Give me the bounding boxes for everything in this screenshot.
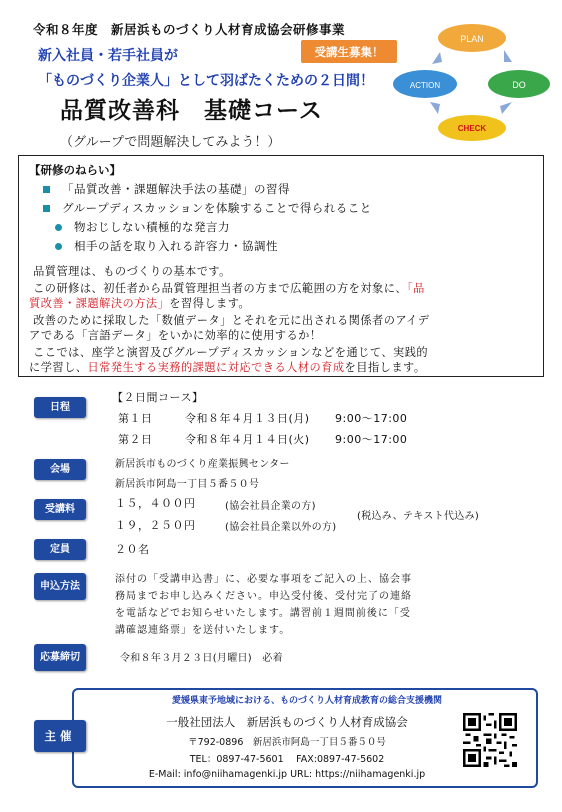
deadline-label [34, 644, 86, 671]
fee-nonmember-note: (協会社員企業以外の方) [225, 522, 337, 533]
fee-member-note: (協会社員企業の方) [225, 501, 316, 512]
pdca-arrow-icon [430, 102, 440, 114]
pdca-arrow-icon [504, 50, 512, 62]
aim-subitem-text: 相手の話を取り入れる許容力・協調性 [74, 239, 278, 253]
pdca-action-label: ACTION [409, 81, 441, 90]
aims-paragraph-text: を目指します。 [344, 361, 426, 374]
apply-label-line: 方法 [60, 581, 80, 592]
aims-highlight-text: 「品 [407, 282, 425, 295]
pdca-arrow-icon [432, 52, 442, 64]
deadline-value: 令和８年３月２３日(月曜日) 必着 [120, 653, 283, 664]
aims-paragraph-text: この研修は、初任者から品質管理担当者の方まで広範囲の方を対象に、 [33, 282, 408, 295]
apply-line: 講確認連絡票」を送付いたします。 [115, 625, 291, 636]
aim-item-text: 「品質改善・課題解決手法の基礎」の習得 [62, 182, 290, 196]
pdca-check-label: CHECK [457, 124, 487, 133]
aims-paragraph [29, 313, 533, 343]
aims-paragraph-text: に学習し、 [29, 361, 88, 374]
pdca-plan-label: PLAN [460, 34, 484, 44]
host-support: 愛媛県東予地域における、ものづくり人材育成教育の総合支援機関 [171, 696, 442, 706]
fee-member: １５，４００円 [115, 497, 196, 510]
page-subtitle: （グループで問題解決してみよう！） [60, 135, 281, 150]
aims-paragraph [29, 264, 533, 279]
aims-paragraph [29, 345, 533, 375]
aims-highlight-text: 質改善・課題解決の方法」 [29, 297, 170, 310]
host-org: 一般社団法人 新居浜ものづくり人材育成協会 [166, 715, 408, 729]
fee-label: 受講料 [34, 499, 86, 520]
schedule-course: 【２日間コース】 [112, 391, 204, 404]
deadline-label-line: 締切 [60, 652, 80, 663]
aims-box [18, 155, 544, 377]
pdca-arrow-icon [500, 102, 512, 114]
host-label: 主催 [34, 720, 86, 752]
aims-highlight-text: 日常発生する実務的課題に対応できる人材の育成 [87, 361, 345, 374]
apply-line: を電話などでお知らせいたします。講習前１週間前後に「受 [115, 608, 411, 619]
pdca-cycle-diagram [392, 22, 552, 142]
square-bullet-icon [43, 186, 50, 193]
venue-name: 新居浜市ものづくり産業振興センター [115, 459, 290, 470]
apply-label [34, 573, 86, 600]
square-bullet-icon [43, 205, 50, 212]
circle-bullet-icon [55, 224, 62, 231]
schedule-day2-label: 第２日 [118, 433, 153, 446]
host-tel-fax: TEL：0897-47-5601 FAX:0897-47-5602 [189, 754, 385, 765]
aim-subitem [29, 238, 533, 254]
host-address: 〒792-0896 新居浜市阿島一丁目５番５０号 [188, 737, 386, 748]
aims-paragraph-text: 品質管理は、ものづくりの基本です。 [33, 265, 231, 278]
aim-item [29, 181, 533, 197]
recruit-badge: 受講生募集！ [301, 40, 397, 63]
schedule-day1-date: 令和８年４月１３日(月) [185, 412, 310, 425]
aims-paragraph-text: を習得します。 [169, 297, 251, 310]
page-title: 品質改善科 基礎コース [60, 98, 323, 124]
fee-nonmember: １９，２５０円 [115, 519, 196, 532]
apply-label-line: 申込 [40, 581, 60, 592]
capacity-value: ２０名 [115, 543, 150, 556]
deadline-label-line: 応募 [40, 652, 60, 663]
apply-line: 添付の「受講申込書」に、必要な事項をご記入の上、協会事 [115, 574, 412, 585]
schedule-day1-label: 第１日 [118, 412, 153, 425]
aims-paragraph [29, 281, 533, 311]
aims-paragraph-text: アである「言語データ」をいかに効率的に使用するか！ [29, 329, 322, 342]
aim-item-text: グループディスカッションを体験することで得られること [62, 201, 372, 215]
aims-paragraph-text: 改善のために採取した「数値データ」とそれを元に出される関係者のアイデ [33, 314, 430, 327]
schedule-day2-date: 令和８年４月１４日(火) [185, 433, 310, 446]
tagline-2: 「ものづくり企業人」として羽ばたくための２日間！ [38, 73, 374, 89]
tagline-1: 新入社員・若手社員が [38, 48, 178, 64]
venue-address: 新居浜市阿島一丁目５番５０号 [115, 479, 260, 490]
aim-subitem [29, 219, 533, 235]
pdca-do-label: DO [512, 80, 526, 90]
schedule-day1-time: 9:00～17:00 [335, 412, 408, 425]
schedule-day2-time: 9:00～17:00 [335, 433, 408, 446]
circle-bullet-icon [55, 243, 62, 250]
header-line: 令和８年度 新居浜ものづくり人材育成協会研修事業 [33, 22, 346, 37]
aims-title: 【研修のねらい】 [29, 163, 121, 177]
host-email-url: E-Mail: info@niihamagenki.jp URL: https://niihamagenki.jp [148, 769, 426, 780]
aim-item [29, 200, 533, 216]
capacity-label: 定員 [34, 539, 86, 560]
schedule-label: 日程 [34, 397, 86, 418]
aims-paragraph-text: ここでは、座学と演習及びグループディスカッションなどを通じて、実践的 [33, 346, 429, 359]
apply-line: 務局までお申し込みください。申込受付後、受付完了の連絡 [115, 591, 412, 602]
qr-code-icon [463, 713, 517, 767]
venue-label: 会場 [34, 459, 86, 480]
fee-tax-note: (税込み、テキスト代込み) [357, 511, 480, 522]
aim-subitem-text: 物おじしない積極的な発言力 [74, 220, 230, 234]
